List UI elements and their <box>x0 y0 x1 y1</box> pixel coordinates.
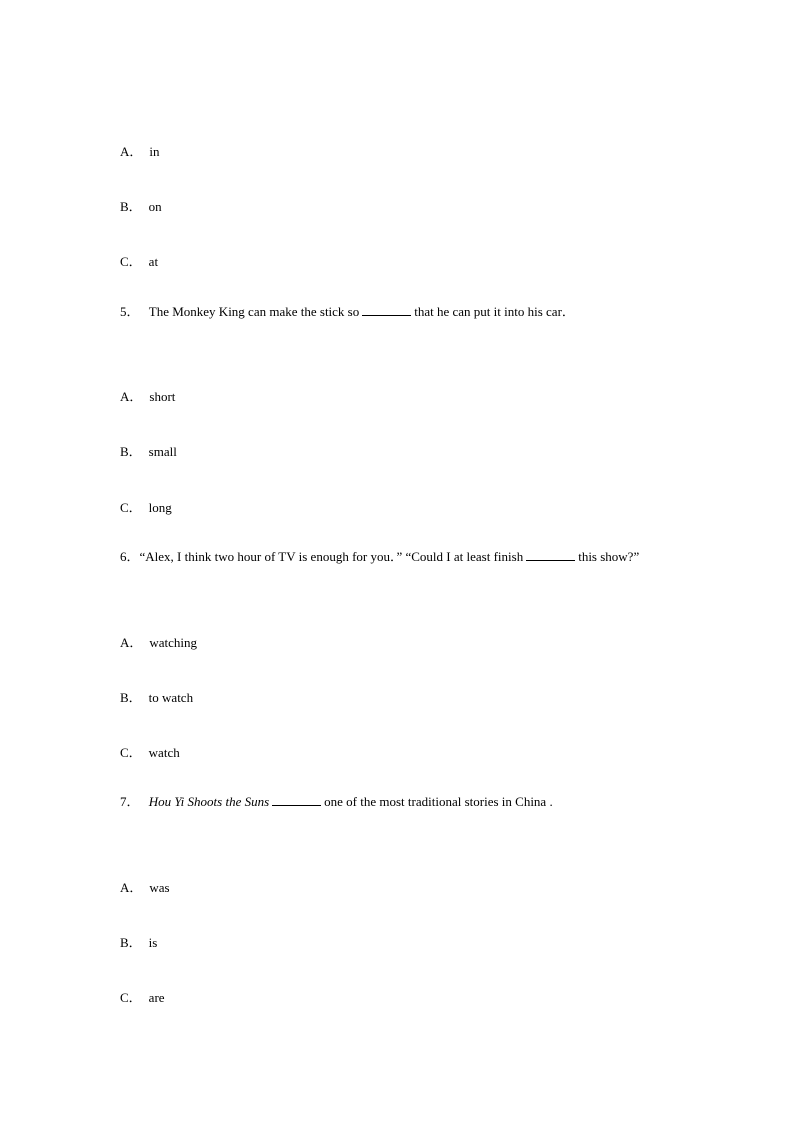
question-number: 6． <box>120 549 140 564</box>
option-letter: C． <box>120 745 142 760</box>
option-letter: B． <box>120 935 142 950</box>
q7-option-a <box>120 880 170 896</box>
q4-option-b <box>120 199 162 215</box>
q4-option-a <box>120 144 160 160</box>
q6-option-c <box>120 745 180 761</box>
option-letter: B． <box>120 444 142 459</box>
q6-option-b <box>120 690 193 706</box>
question-text-after-blank: this show?” <box>578 549 640 564</box>
option-text: are <box>148 990 165 1005</box>
option-letter: A． <box>120 635 143 650</box>
question-number: 7． <box>120 794 140 809</box>
answer-blank <box>362 304 411 316</box>
question-number: 5． <box>120 304 140 319</box>
option-letter: C． <box>120 254 142 269</box>
question-text-before-blank: “Alex, I think two hour of TV is enough for you．” “Could I at least finish <box>139 549 524 564</box>
answer-blank <box>272 794 321 806</box>
option-letter: B． <box>120 690 142 705</box>
option-letter: A． <box>120 389 143 404</box>
question-text-after-blank: that he can put it into his car． <box>414 304 575 319</box>
question-text-after-blank: one of the most traditional stories in China . <box>324 794 553 809</box>
option-text: watch <box>148 745 180 760</box>
q7-option-b <box>120 935 157 951</box>
option-text: was <box>149 880 170 895</box>
option-text: is <box>148 935 158 950</box>
option-text: small <box>148 444 177 459</box>
option-text: on <box>148 199 162 214</box>
question-7-stem <box>120 794 553 810</box>
answer-blank <box>526 549 575 561</box>
option-text: short <box>149 389 176 404</box>
option-text: at <box>148 254 159 269</box>
story-title: Hou Yi Shoots the Suns <box>148 794 270 809</box>
option-letter: A． <box>120 144 143 159</box>
q5-option-c <box>120 500 172 516</box>
option-text: long <box>148 500 172 515</box>
option-letter: C． <box>120 500 142 515</box>
q6-option-a <box>120 635 197 651</box>
question-text-before-blank: The Monkey King can make the stick so <box>148 304 360 319</box>
option-text: watching <box>149 635 198 650</box>
q4-option-c <box>120 254 158 270</box>
q5-option-b <box>120 444 177 460</box>
option-text: to watch <box>148 690 194 705</box>
question-6-stem <box>120 549 639 565</box>
q7-option-c <box>120 990 165 1006</box>
q5-option-a <box>120 389 175 405</box>
option-letter: B． <box>120 199 142 214</box>
option-letter: C． <box>120 990 142 1005</box>
question-5-stem <box>120 304 575 320</box>
option-text: in <box>149 144 160 159</box>
option-letter: A． <box>120 880 143 895</box>
